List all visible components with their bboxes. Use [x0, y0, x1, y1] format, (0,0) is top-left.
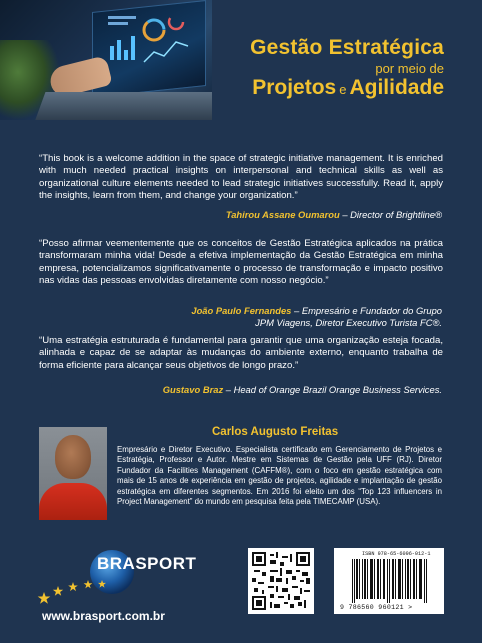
quote-3-role: – Head of Orange Brazil Orange Business Services.: [223, 384, 442, 395]
quote-1-attribution: [226, 209, 442, 220]
title-line-1: Gestão Estratégica: [250, 36, 444, 59]
qr-code-graphic: [252, 552, 310, 610]
title-line-2: por meio de: [375, 61, 444, 76]
quote-2-role: – Empresário e Fundador do Grupo: [291, 305, 442, 316]
quote-1-role: – Director of Brightline®: [339, 209, 442, 220]
barcode-bars: [352, 559, 430, 603]
title-line-3: [250, 76, 444, 100]
quote-3-author: Gustavo Braz: [162, 384, 224, 395]
author-name: Carlos Augusto Freitas: [212, 426, 339, 438]
publisher-website: www.brasport.com.br: [42, 609, 165, 623]
quote-1-text: “This book is a welcome addition in the space of strategic initiative management. It is enriched with much needed practical insights on interpersonal and technical skills as well as organizational culture elements needed to lead strategic initiatives successfully. Read it, apply the insights, learn from them, and change your organization.”: [39, 153, 443, 202]
quote-3-text: “Uma estratégia estruturada é fundamental para garantir que uma organização esteja focada, alinhada e capaz de se adaptar às mudanças do ambiente externo, enquanto trabalha de forma eficiente para alcançar seus objetivos de longo prazo.”: [39, 335, 443, 371]
title-word-agilidade: Agilidade: [349, 76, 444, 99]
title-word-projetos: Projetos: [252, 76, 337, 99]
publisher-brand: BRASPORT: [97, 554, 197, 573]
laptop-base-image: [35, 92, 212, 120]
barcode-digits: 9 786560 960121 >: [340, 604, 413, 611]
quote-2-text: “Posso afirmar veementemente que os conceitos de Gestão Estratégica aplicados na prática transformaram minha vida! Desde a efetiva implementação da Gestão Estratégica em minha empresa, potencializamos significativamente o processo de transformação e impacto positivo nas vidas das pessoas envolvidas diretamente com nosso negócio.”: [39, 238, 443, 287]
isbn-barcode: [334, 548, 444, 614]
author-bio: Empresário e Diretor Executivo. Especialista certificado em Gerenciamento de Projetos e Estratégia, Professor e Autor. Mestre em Sistemas de Gestão pela UFF (RJ). Diretor Fundador da Facilities Management (CAFFM®), com o foco em gestão estratégica com mais de 15 anos de experiência em gestão de projetos, agilidade e implantação de gestão estratégica em diferentes segmentos. Em 2016 foi eleito um dos “Top 123 influencers in Project Management” do mundo em pesquisa feita pela TIMECAMP (USA).: [117, 445, 442, 507]
quote-3-attribution: [163, 384, 442, 395]
author-head: [55, 435, 91, 479]
qr-code: [248, 548, 314, 614]
quote-2-author: João Paulo Fernandes: [191, 305, 292, 316]
book-title: [250, 36, 444, 100]
quote-2-attribution: [191, 305, 442, 329]
title-conjunction: e: [339, 82, 347, 97]
header-photo: [0, 0, 212, 120]
quote-1-author: Tahirou Assane Oumarou: [225, 209, 340, 220]
author-shirt: [39, 483, 107, 520]
author-photo: [39, 427, 107, 520]
quote-2-role-line-2: JPM Viagens, Diretor Executivo Turista FC®.: [255, 317, 442, 328]
isbn-label: ISBN 978-65-6096-012-1: [362, 551, 431, 557]
